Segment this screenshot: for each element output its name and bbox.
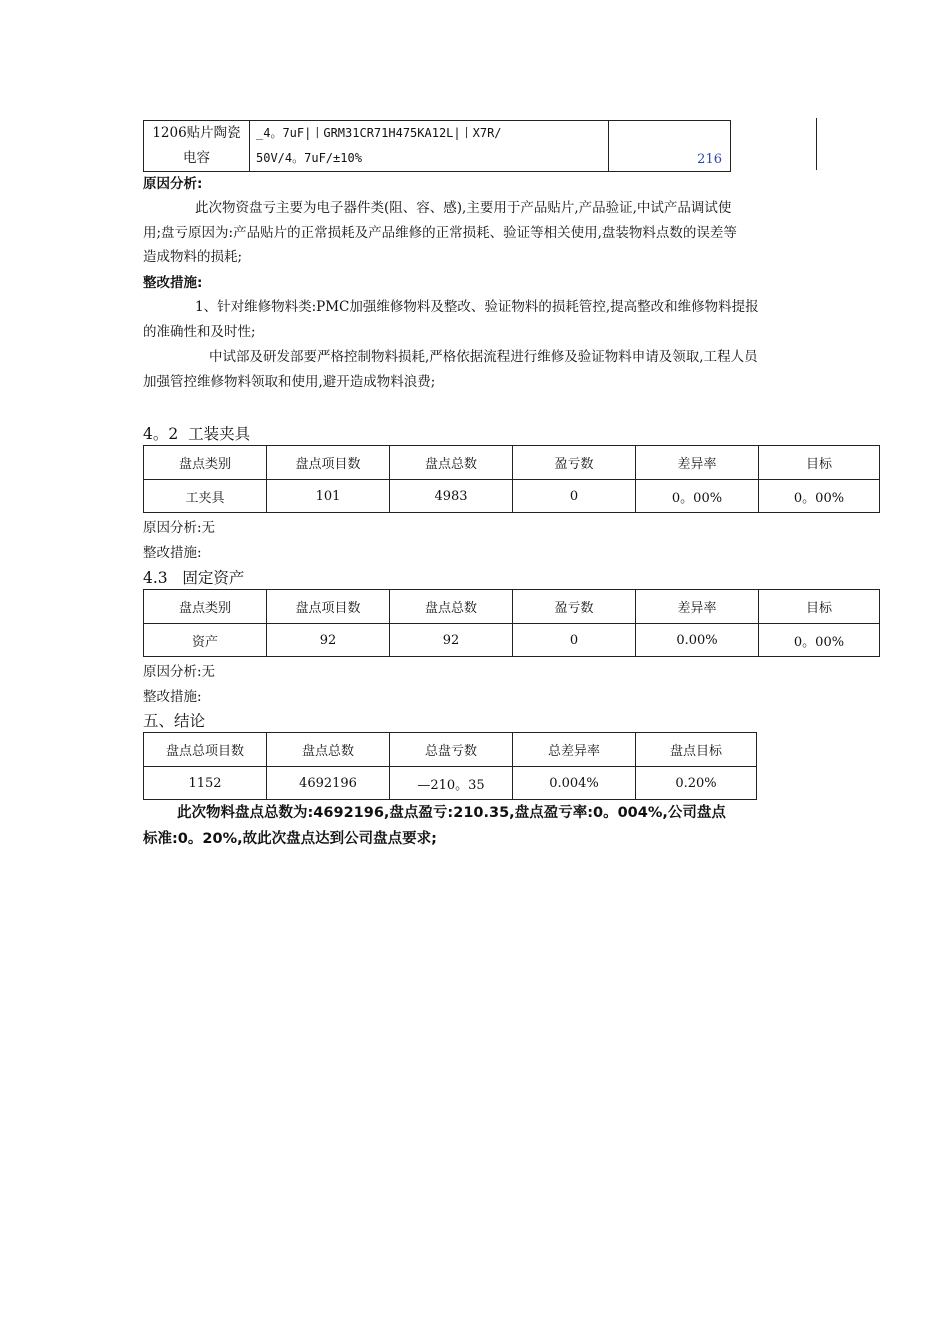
measure-1-line-1: 1、针对维修物料类:PMC加强维修物料及整改、验证物料的损耗管控,提高整改和维修物料提报 (195, 299, 759, 315)
conclusion-line-1: 此次物料盘点总数为:4692196,盘点盈亏:210.35,盘点盈亏率:0。004%,公司盘点 (177, 805, 726, 821)
component-name-line1: 1206贴片陶瓷 (152, 125, 241, 141)
data-cell: 4692196 (267, 767, 390, 800)
header-cell: 盈亏数 (513, 590, 636, 624)
header-cell: 盘点总项目数 (144, 733, 267, 767)
header-cell: 盘点项目数 (267, 590, 390, 624)
asset-measures: 整改措施: (143, 689, 202, 705)
fixture-header-row (144, 446, 880, 480)
conclusion-data-row (144, 767, 757, 800)
header-cell: 差异率 (636, 590, 759, 624)
cause-label: 原因分析: (143, 176, 203, 192)
header-cell: 总差异率 (513, 733, 636, 767)
page-edge-line (816, 118, 817, 170)
header-cell: 盘点总数 (267, 733, 390, 767)
header-cell: 目标 (759, 446, 880, 480)
section-42-title: 4。2 工装夹具 (143, 425, 251, 443)
section-5-title: 五、结论 (143, 712, 206, 730)
measures-label: 整改措施: (143, 275, 203, 291)
conclusion-header-row (144, 733, 757, 767)
section-43-title: 4.3 固定资产 (143, 569, 245, 587)
cause-text (143, 196, 823, 270)
fixture-table (143, 445, 880, 513)
cause-line-2: 用;盘亏原因为:产品贴片的正常损耗及产品维修的正常损耗、验证等相关使用,盘装物料点数的误差等 (143, 224, 737, 241)
header-cell: 盘点类别 (144, 590, 267, 624)
fixture-cause: 原因分析:无 (143, 520, 216, 536)
data-cell: 0 (513, 480, 636, 513)
header-cell: 总盘亏数 (390, 733, 513, 767)
data-cell: —210。35 (390, 767, 513, 800)
data-cell: 0 (513, 624, 636, 657)
data-cell: 工夹具 (144, 480, 267, 513)
measure-2-line-1: 中试部及研发部要严格控制物料损耗,严格依据流程进行维修及验证物料申请及领取,工程人员 (209, 349, 758, 365)
component-qty: 216 (697, 152, 722, 167)
component-qty-cell (609, 121, 731, 172)
asset-header-row (144, 590, 880, 624)
component-name-line2: 电容 (183, 150, 210, 166)
component-spec-cell (250, 121, 609, 172)
header-cell: 盘点总数 (390, 590, 513, 624)
data-cell: 92 (267, 624, 390, 657)
header-cell: 盘点类别 (144, 446, 267, 480)
measure-1-line-2: 的准确性和及时性; (143, 323, 256, 340)
data-cell: 1152 (144, 767, 267, 800)
header-cell: 目标 (759, 590, 880, 624)
asset-data-row (144, 624, 880, 657)
fixture-measures: 整改措施: (143, 545, 202, 561)
asset-cause: 原因分析:无 (143, 664, 216, 680)
data-cell: 0.004% (513, 767, 636, 800)
data-cell: 资产 (144, 624, 267, 657)
conclusion-text (143, 800, 823, 852)
component-spec-line2: 50V/4。7uF/±10% (256, 151, 362, 165)
asset-table (143, 589, 880, 657)
component-name-cell (144, 121, 250, 172)
fixture-data-row (144, 480, 880, 513)
data-cell: 0.20% (636, 767, 757, 800)
data-cell: 4983 (390, 480, 513, 513)
data-cell: 0。00% (636, 480, 759, 513)
component-table (143, 120, 731, 172)
measure-2-line-2: 加强管控维修物料领取和使用,避开造成物料浪费; (143, 373, 436, 390)
header-cell: 盈亏数 (513, 446, 636, 480)
measure-2 (143, 345, 823, 394)
measure-1 (143, 295, 823, 344)
data-cell: 101 (267, 480, 390, 513)
header-cell: 盘点总数 (390, 446, 513, 480)
data-cell: 0。00% (759, 480, 880, 513)
header-cell: 盘点目标 (636, 733, 757, 767)
data-cell: 92 (390, 624, 513, 657)
header-cell: 盘点项目数 (267, 446, 390, 480)
data-cell: 0。00% (759, 624, 880, 657)
conclusion-line-2: 标准:0。20%,故此次盘点达到公司盘点要求; (143, 831, 437, 847)
component-spec-line1: _4。7uF|丨GRM31CR71H475KA12L|丨X7R/ (256, 126, 502, 140)
cause-line-1: 此次物资盘亏主要为电子器件类(阻、容、感),主要用于产品贴片,产品验证,中试产品调试使 (195, 200, 732, 216)
conclusion-table (143, 732, 757, 800)
cause-line-3: 造成物料的损耗; (143, 249, 243, 265)
data-cell: 0.00% (636, 624, 759, 657)
header-cell: 差异率 (636, 446, 759, 480)
